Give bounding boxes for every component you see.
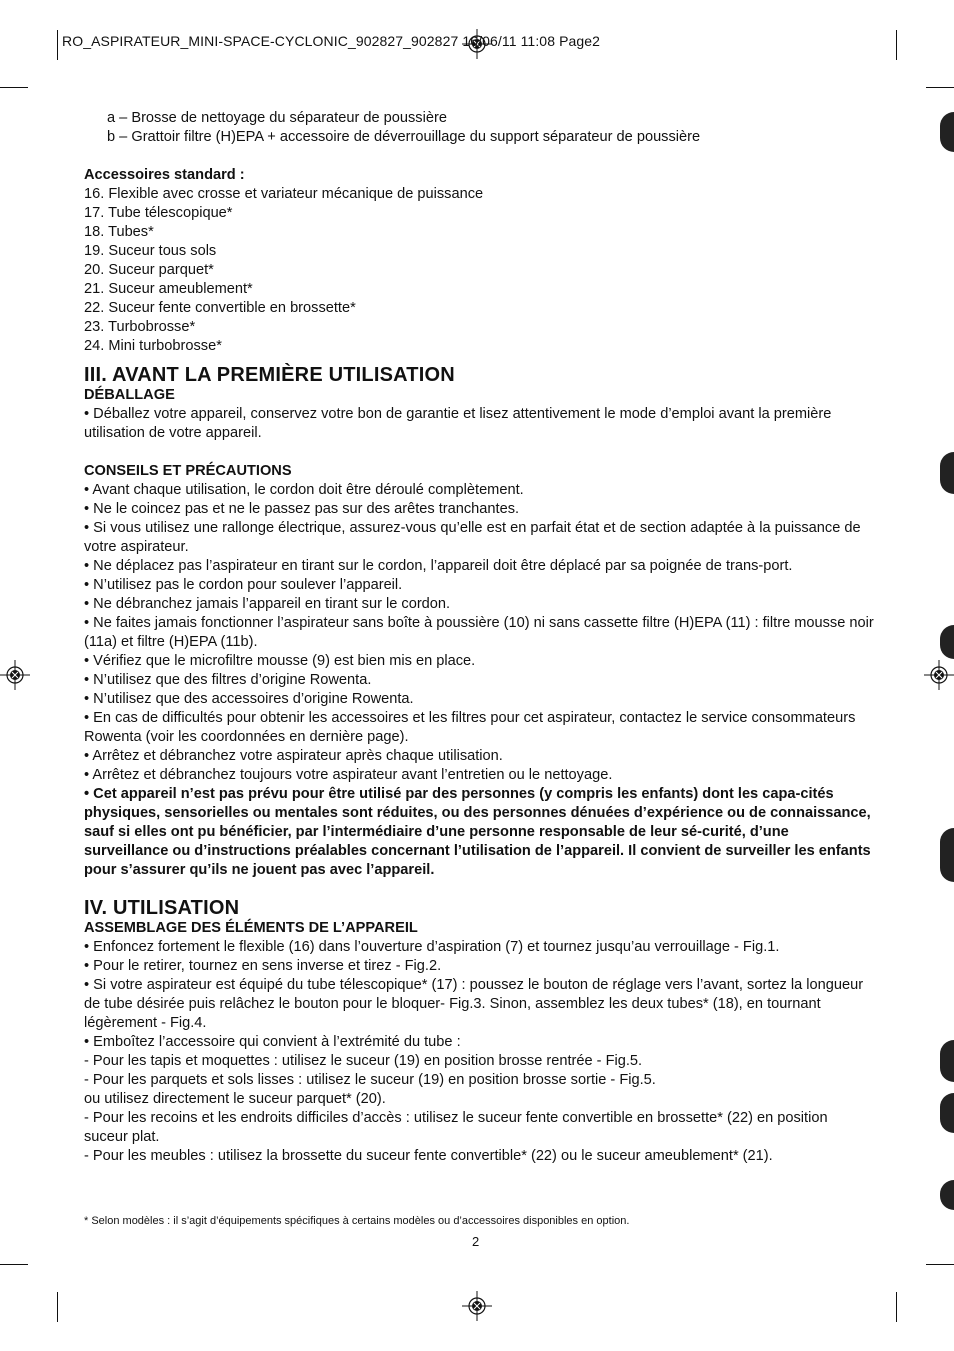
paragraph: • Déballez votre appareil, conservez votre bon de garantie et lisez attentivement le mode d’emploi avant la première utilisation de votre appareil.: [84, 406, 832, 441]
crop-mark: [926, 87, 954, 88]
list-item: • Ne le coincez pas et ne le passez pas sur des arêtes tranchantes.: [84, 501, 520, 517]
page-content: [84, 109, 874, 1166]
section-title: III. AVANT LA PREMIÈRE UTILISATION: [84, 364, 455, 386]
list-item: 22. Suceur fente convertible en brossette*: [84, 300, 356, 316]
list-item: • Ne débranchez jamais l’appareil en tirant sur le cordon.: [84, 596, 451, 612]
print-slug: RO_ASPIRATEUR_MINI-SPACE-CYCLONIC_902827_902827 16/06/11 11:08 Page2: [62, 33, 601, 49]
list-item: - Pour les parquets et sols lisses : utilisez le suceur (19) en position brosse sortie - Fig.5.: [84, 1072, 656, 1088]
list-item: 23. Turbobrosse*: [84, 319, 196, 335]
list-item: 19. Suceur tous sols: [84, 243, 217, 259]
list-item: • Emboîtez l’accessoire qui convient à l’extrémité du tube :: [84, 1034, 461, 1050]
list-item: 20. Suceur parquet*: [84, 262, 214, 278]
list-item: a – Brosse de nettoyage du séparateur de poussière: [107, 110, 447, 126]
subsection-heading: ASSEMBLAGE DES ÉLÉMENTS DE L’APPAREIL: [84, 920, 418, 936]
assembly-list: [84, 938, 874, 1166]
subsection-heading: DÉBALLAGE: [84, 387, 175, 403]
list-item: • En cas de difficultés pour obtenir les accessoires et les filtres pour cet aspirateur, contactez le service consommateurs Rowenta (voir les coordonnées en dernière page).: [84, 710, 856, 745]
list-item: 18. Tubes*: [84, 224, 154, 240]
list-item: • N’utilisez que des accessoires d’origine Rowenta.: [84, 691, 414, 707]
list-item: • Arrêtez et débranchez toujours votre aspirateur avant l’entretien ou le nettoyage.: [84, 767, 613, 783]
registration-mark-icon: [924, 660, 954, 690]
list-item: - Pour les meubles : utilisez la brossette du suceur fente convertible* (22) ou le suceur ameublement* (21).: [84, 1148, 773, 1164]
list-item: • Enfoncez fortement le flexible (16) dans l’ouverture d’aspiration (7) et tournez jusqu’au verrouillage - Fig.1.: [84, 939, 780, 955]
advice-list: [84, 481, 874, 785]
list-item: • Ne faites jamais fonctionner l’aspirateur sans boîte à poussière (10) ni sans cassette filtre (H)EPA (11) : filtre mousse noir (11a) et filtre (H)EPA (11b).: [84, 615, 874, 650]
list-item: • Pour le retirer, tournez en sens inverse et tirez - Fig.2.: [84, 958, 442, 974]
list-item: - Pour les tapis et moquettes : utilisez le suceur (19) en position brosse rentrée - Fig.5.: [84, 1053, 643, 1069]
language-tab: [940, 1040, 954, 1082]
subsection-heading: CONSEILS ET PRÉCAUTIONS: [84, 463, 292, 479]
list-item: • Si votre aspirateur est équipé du tube télescopique* (17) : poussez le bouton de réglage vers l’avant, sortez la longueur de tube désirée puis relâchez le bouton pour le bloquer- Fig.3. Sinon, assemblez les deux tubes* (18), en tournant légèrement - Fig.4.: [84, 977, 864, 1031]
section-title: IV. UTILISATION: [84, 897, 240, 919]
list-item: • N’utilisez que des filtres d’origine Rowenta.: [84, 672, 372, 688]
language-tab: [940, 625, 954, 659]
parts-list: [84, 109, 874, 147]
language-tab: [940, 1180, 954, 1210]
crop-mark: [0, 87, 28, 88]
list-item: - Pour les recoins et les endroits difficiles d’accès : utilisez le suceur fente convertible en brossette* (22) en position suceur plat.: [84, 1110, 828, 1145]
list-item: • Avant chaque utilisation, le cordon doit être déroulé complètement.: [84, 482, 524, 498]
language-tab: [940, 1093, 954, 1133]
list-item: • Ne déplacez pas l’aspirateur en tirant sur le cordon, l’appareil doit être déplacé par sa poignée de trans-port.: [84, 558, 793, 574]
crop-mark: [926, 1264, 954, 1265]
registration-mark-icon: [462, 1291, 492, 1321]
list-item: b – Grattoir filtre (H)EPA + accessoire de déverrouillage du support séparateur de poussière: [107, 129, 701, 145]
list-item: • N’utilisez pas le cordon pour soulever l’appareil.: [84, 577, 403, 593]
crop-mark: [896, 30, 897, 60]
list-item: ou utilisez directement le suceur parquet* (20).: [84, 1091, 386, 1107]
list-item: • Arrêtez et débranchez votre aspirateur après chaque utilisation.: [84, 748, 503, 764]
accessories-heading: Accessoires standard :: [84, 167, 245, 183]
list-item: • Vérifiez que le microfiltre mousse (9) est bien mis en place.: [84, 653, 476, 669]
crop-mark: [0, 1264, 28, 1265]
safety-warning: • Cet appareil n’est pas prévu pour être utilisé par des personnes (y compris les enfants) dont les capa-cités physiques, sensorielles ou mentales sont réduites, ou des personnes dénuées d’expérience ou de connaissance, sauf si elles ont pu bénéficier, par l’intermédiaire d’une personne responsable de leur sé-curité, d’une surveillance ou d’instructions préalables concernant l’utilisation de l’appareil. Il convient de surveiller les enfants pour s’assurer qu’ils ne jouent pas avec l’appareil.: [84, 786, 871, 878]
registration-mark-icon: [0, 660, 30, 690]
footnote: * Selon modèles : il s’agit d’équipements spécifiques à certains modèles ou d’accessoires disponibles en option.: [84, 1215, 630, 1227]
crop-mark: [57, 1292, 58, 1322]
language-tab: [940, 112, 954, 152]
list-item: 17. Tube télescopique*: [84, 205, 233, 221]
language-tab: [940, 452, 954, 494]
crop-mark: [57, 30, 58, 60]
crop-mark: [896, 1292, 897, 1322]
page-number: 2: [472, 1234, 480, 1249]
list-item: 16. Flexible avec crosse et variateur mécanique de puissance: [84, 186, 484, 202]
list-item: • Si vous utilisez une rallonge électrique, assurez-vous qu’elle est en parfait état et de section adaptée à la puissance de votre aspirateur.: [84, 520, 861, 555]
accessories-list: [84, 185, 874, 356]
list-item: 24. Mini turbobrosse*: [84, 338, 222, 354]
list-item: 21. Suceur ameublement*: [84, 281, 253, 297]
language-tab: [940, 828, 954, 882]
